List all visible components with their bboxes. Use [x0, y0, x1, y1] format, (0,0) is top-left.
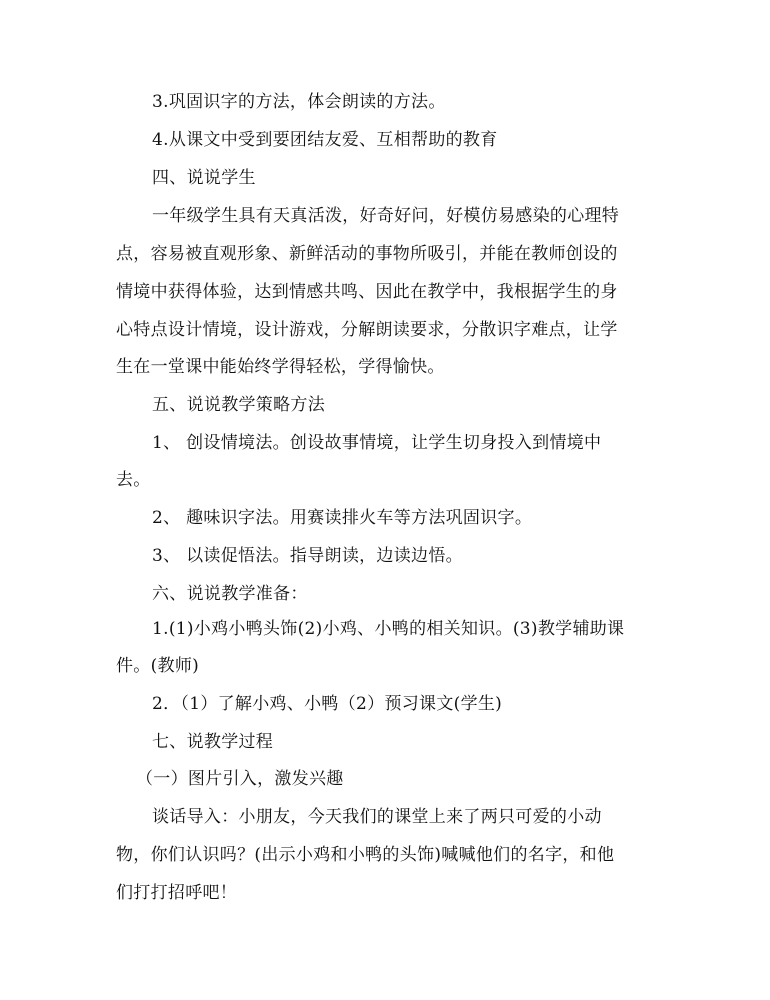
- text-line: 件。(教师): [116, 656, 200, 676]
- section-heading: 四、说说学生: [152, 168, 256, 188]
- text-line: 4.从课文中受到要团结友爱、互相帮助的教育: [152, 130, 498, 150]
- text-line: 心特点设计情境，设计游戏，分解朗读要求，分散识字难点，让学: [116, 320, 618, 340]
- section-heading: 六、说说教学准备：: [152, 584, 308, 604]
- text-line: 2、 趣味识字法。用赛读排火车等方法巩固识字。: [152, 508, 533, 528]
- text-line: 物，你们认识吗？(出示小鸡和小鸭的头饰)喊喊他们的名字，和他: [116, 845, 615, 865]
- section-heading: 七、说教学过程: [152, 732, 274, 752]
- text-line: 们打打招呼吧！: [116, 883, 238, 903]
- text-line: 去。: [116, 470, 151, 490]
- text-line: 1、 创设情境法。创设故事情境，让学生切身投入到情境中: [152, 433, 602, 453]
- text-line: 谈话导入：小朋友，今天我们的课堂上来了两只可爱的小动: [152, 807, 602, 827]
- text-line: 情境中获得体验，达到情感共鸣、因此在教学中，我根据学生的身: [116, 282, 618, 302]
- text-line: 一年级学生具有天真活泼，好奇好问，好模仿易感染的心理特: [152, 206, 620, 226]
- text-line: 2．（1）了解小鸡、小鸭（2）预习课文(学生): [152, 694, 503, 714]
- text-line: 3、 以读促悟法。指导朗读，边读边悟。: [152, 546, 463, 566]
- text-line: 生在一堂课中能始终学得轻松，学得愉快。: [116, 357, 445, 377]
- text-line: 3.巩固识字的方法，体会朗读的方法。: [152, 92, 446, 112]
- subsection-heading: （一）图片引入，激发兴趣: [136, 769, 344, 789]
- section-heading: 五、说说教学策略方法: [152, 395, 325, 415]
- text-line: 点，容易被直观形象、新鲜活动的事物所吸引，并能在教师创设的: [116, 244, 618, 264]
- text-line: 1.(1)小鸡小鸭头饰(2)小鸡、小鸭的相关知识。(3)教学辅助课: [152, 619, 625, 639]
